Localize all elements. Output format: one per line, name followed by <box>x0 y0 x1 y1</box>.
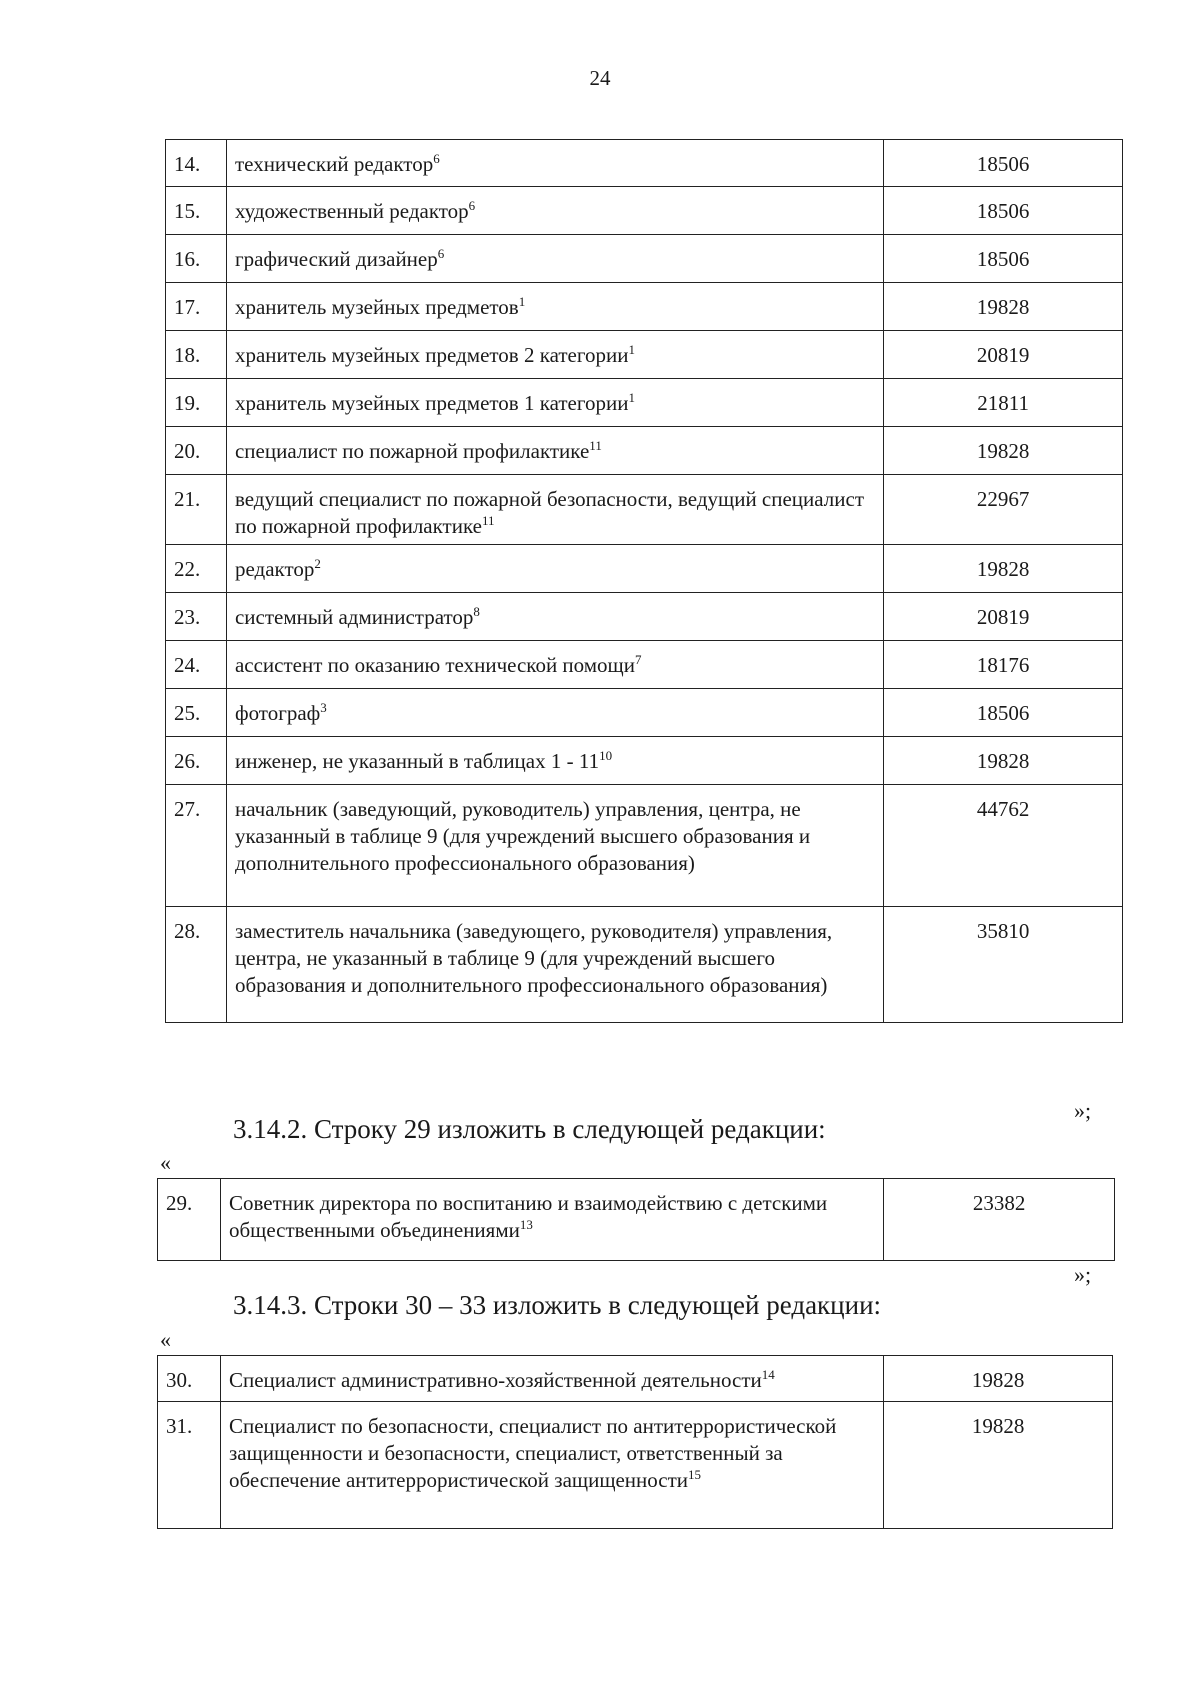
footnote-ref: 2 <box>314 556 321 571</box>
footnote-ref: 6 <box>433 151 440 166</box>
position-title-text: хранитель музейных предметов 2 категории <box>234 343 629 367</box>
salary-value: 19828 <box>884 545 1123 593</box>
row-number: 20. <box>166 427 227 475</box>
position-title <box>226 689 883 737</box>
position-title <box>226 593 883 641</box>
row-number: 29. <box>158 1179 221 1261</box>
salary-value: 19828 <box>884 1402 1113 1529</box>
position-title-text: хранитель музейных предметов <box>234 295 519 319</box>
position-title-text: ведущий специалист по пожарной безопасности, ведущий специалист по пожарной профилактике <box>234 487 865 538</box>
footnote-ref: 1 <box>628 390 635 405</box>
row-number: 28. <box>166 907 227 1023</box>
salary-value: 19828 <box>884 427 1123 475</box>
salary-value: 20819 <box>884 331 1123 379</box>
table-row <box>166 140 1123 187</box>
salary-table-row-29 <box>157 1178 1115 1261</box>
position-title-text: редактор <box>234 557 315 581</box>
position-title-text: художественный редактор <box>234 199 469 223</box>
footnote-ref: 7 <box>634 652 642 667</box>
row-number: 30. <box>158 1356 221 1402</box>
position-title-text: Специалист административно-хозяйственной деятельности <box>228 1368 762 1392</box>
row-number: 27. <box>166 785 227 907</box>
position-title-text: технический редактор <box>234 152 434 176</box>
footnote-ref: 6 <box>468 198 476 213</box>
opening-quote: « <box>160 1150 171 1175</box>
salary-value: 21811 <box>884 379 1123 427</box>
closing-quote: »; <box>1074 1098 1092 1123</box>
footnote-ref: 1 <box>518 294 526 309</box>
table-row <box>158 1179 1115 1261</box>
salary-value: 18176 <box>884 641 1123 689</box>
table-row <box>166 331 1123 379</box>
position-title-text: фотограф <box>234 701 321 725</box>
footnote-ref: 15 <box>688 1467 702 1482</box>
row-number: 15. <box>166 187 227 235</box>
position-title <box>220 1356 883 1402</box>
position-title <box>226 187 883 235</box>
salary-table-rows-30-31 <box>157 1355 1113 1529</box>
position-title-text: графический дизайнер <box>234 247 438 271</box>
footnote-ref: 11 <box>481 513 495 528</box>
row-number: 22. <box>166 545 227 593</box>
table-row <box>158 1356 1113 1402</box>
row-number: 16. <box>166 235 227 283</box>
row-number: 25. <box>166 689 227 737</box>
salary-value: 44762 <box>884 785 1123 907</box>
row-number: 14. <box>166 140 227 187</box>
position-title <box>226 475 883 545</box>
paragraph-3-14-3: 3.14.3. Строки 30 – 33 изложить в следующей редакции: <box>233 1290 882 1320</box>
table-row <box>166 235 1123 283</box>
position-title <box>220 1402 883 1529</box>
footnote-ref: 13 <box>519 1217 533 1232</box>
salary-value: 19828 <box>884 1356 1113 1402</box>
position-title <box>226 907 883 1023</box>
position-title-text: заместитель начальника (заведующего, руководителя) управления, центра, не указанный в таблице 9 (для учреждений высшего образования и дополнительного профессионального образования) <box>234 919 833 997</box>
row-number: 17. <box>166 283 227 331</box>
footnote-ref: 14 <box>761 1367 775 1382</box>
table-row <box>166 187 1123 235</box>
row-number: 21. <box>166 475 227 545</box>
row-number: 31. <box>158 1402 221 1529</box>
position-title-text: специалист по пожарной профилактике <box>234 439 590 463</box>
footnote-ref: 8 <box>473 604 480 619</box>
position-title <box>226 641 883 689</box>
footnote-ref: 6 <box>437 246 445 261</box>
table-row <box>166 785 1123 907</box>
page-number: 24 <box>589 66 611 90</box>
salary-value: 18506 <box>884 689 1123 737</box>
table-row <box>166 283 1123 331</box>
position-title-text: начальник (заведующий, руководитель) управления, центра, не указанный в таблице 9 (для учреждений высшего образования и дополнительного профессионального образования) <box>234 797 811 875</box>
opening-quote: « <box>160 1327 171 1352</box>
salary-value: 23382 <box>884 1179 1115 1261</box>
salary-value: 22967 <box>884 475 1123 545</box>
salary-value: 20819 <box>884 593 1123 641</box>
position-title <box>226 545 883 593</box>
table-row <box>166 379 1123 427</box>
position-title-text: Специалист по безопасности, специалист по антитеррористической защищенности и безопасности, специалист, ответственный за обеспечение антитеррористической защищенности <box>228 1414 837 1492</box>
salary-value: 18506 <box>884 235 1123 283</box>
footnote-ref: 3 <box>320 700 327 715</box>
closing-quote: »; <box>1074 1262 1092 1287</box>
position-title-text: Советник директора по воспитанию и взаимодействию с детскими общественными объединениями <box>228 1191 828 1242</box>
position-title-text: хранитель музейных предметов 1 категории <box>234 391 629 415</box>
row-number: 23. <box>166 593 227 641</box>
footnote-ref: 1 <box>628 342 635 357</box>
position-title <box>226 427 883 475</box>
row-number: 18. <box>166 331 227 379</box>
table-row <box>166 689 1123 737</box>
position-title <box>226 235 883 283</box>
position-title <box>226 379 883 427</box>
salary-table-rows-14-28 <box>165 139 1123 1023</box>
salary-value: 18506 <box>884 187 1123 235</box>
row-number: 19. <box>166 379 227 427</box>
salary-value: 19828 <box>884 283 1123 331</box>
salary-value: 18506 <box>884 140 1123 187</box>
row-number: 26. <box>166 737 227 785</box>
table-row <box>166 475 1123 545</box>
table-row <box>166 641 1123 689</box>
table-row <box>166 427 1123 475</box>
paragraph-3-14-2: 3.14.2. Строку 29 изложить в следующей редакции: <box>233 1114 826 1144</box>
table-row <box>158 1402 1113 1529</box>
salary-value: 19828 <box>884 737 1123 785</box>
salary-value: 35810 <box>884 907 1123 1023</box>
footnote-ref: 10 <box>599 748 613 763</box>
position-title-text: ассистент по оказанию технической помощи <box>234 653 635 677</box>
position-title <box>226 737 883 785</box>
table-row <box>166 545 1123 593</box>
table-row <box>166 907 1123 1023</box>
position-title-text: системный администратор <box>234 605 474 629</box>
row-number: 24. <box>166 641 227 689</box>
table-row <box>166 593 1123 641</box>
position-title <box>226 283 883 331</box>
position-title <box>226 331 883 379</box>
position-title-text: инженер, не указанный в таблицах 1 - 11 <box>234 749 600 773</box>
table-row <box>166 737 1123 785</box>
position-title <box>226 785 883 907</box>
position-title <box>226 140 883 187</box>
footnote-ref: 11 <box>589 438 602 453</box>
position-title <box>220 1179 883 1261</box>
